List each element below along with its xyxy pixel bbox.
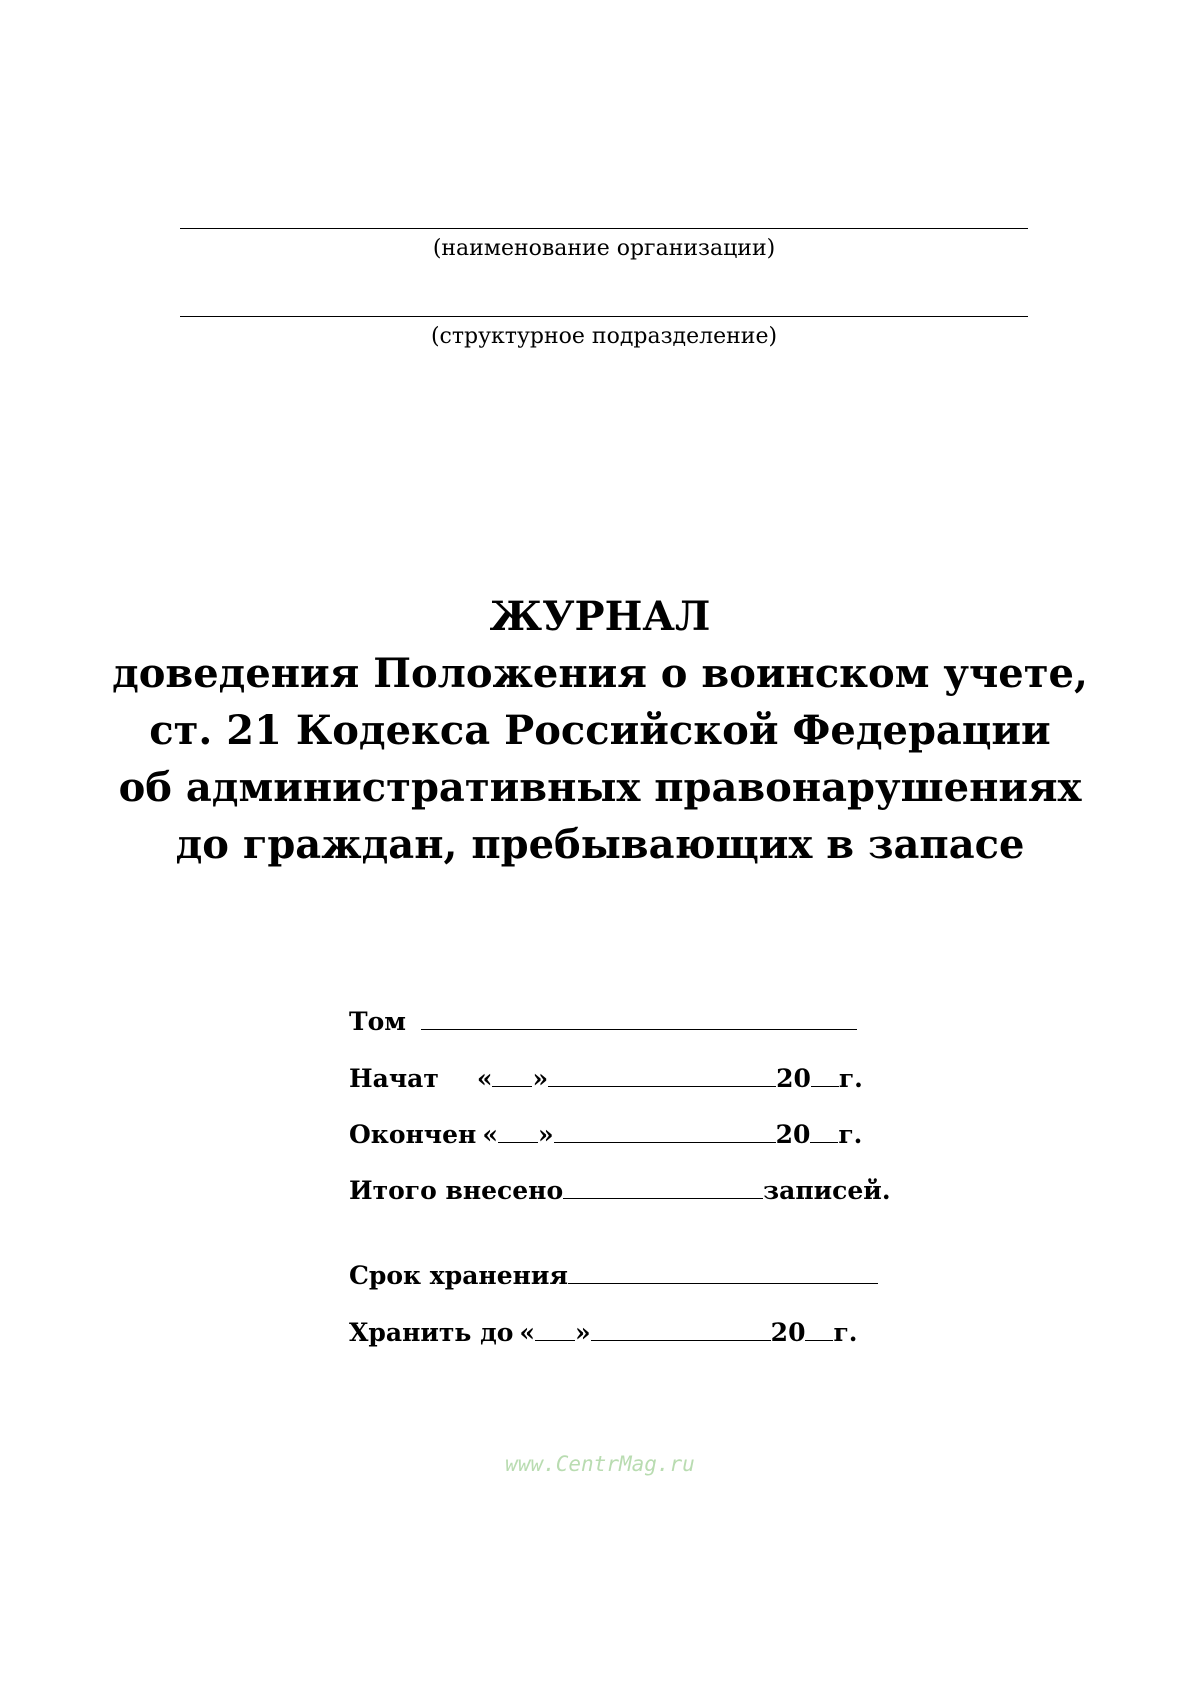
storage-label: Срок хранения (349, 1261, 568, 1290)
storage-period-row (349, 1261, 878, 1291)
started-month-blank (548, 1064, 776, 1087)
started-year-blank (811, 1064, 839, 1087)
organization-name-line (180, 228, 1028, 229)
total-records-row (349, 1176, 891, 1206)
started-day-blank (492, 1064, 532, 1087)
department-line (180, 316, 1028, 317)
ended-month-blank (554, 1120, 776, 1143)
journal-subtitle-line-3: об административных правонарушениях (118, 764, 1082, 811)
department-caption: (структурное подразделение) (430, 324, 778, 349)
volume-blank (421, 1007, 857, 1030)
ended-row (349, 1120, 862, 1150)
total-records-blank (563, 1176, 763, 1199)
ended-year-blank (810, 1120, 838, 1143)
keep-until-label: Хранить до (349, 1318, 514, 1347)
started-year-prefix: 20 (776, 1064, 811, 1093)
ended-year-suffix: г. (838, 1120, 863, 1149)
journal-title: ЖУРНАЛ (489, 593, 711, 640)
total-label: Итого внесено (349, 1176, 564, 1205)
ended-close-quote: » (537, 1120, 554, 1149)
started-close-quote: » (532, 1064, 549, 1093)
organization-name-caption: (наименование организации) (432, 236, 776, 261)
ended-year-prefix: 20 (775, 1120, 811, 1149)
watermark: www.CentrMag.ru (505, 1452, 695, 1476)
journal-subtitle-line-2: ст. 21 Кодекса Российской Федерации (149, 707, 1051, 754)
keep-until-year-prefix: 20 (770, 1318, 806, 1347)
ended-open-quote: « (482, 1120, 498, 1149)
keep-until-row (349, 1318, 858, 1348)
journal-subtitle-line-1: доведения Положения о воинском учете, (112, 650, 1088, 697)
storage-period-blank (568, 1261, 878, 1284)
keep-until-month-blank (591, 1318, 771, 1341)
keep-until-year-suffix: г. (833, 1318, 858, 1347)
keep-until-year-blank (805, 1318, 833, 1341)
journal-title-block (60, 588, 1140, 873)
started-year-suffix: г. (838, 1064, 863, 1093)
volume-row (349, 1007, 857, 1037)
ended-label: Окончен (349, 1120, 477, 1149)
keep-until-open-quote: « (519, 1318, 536, 1347)
ended-day-blank (498, 1120, 538, 1143)
started-open-quote: « (476, 1064, 493, 1093)
journal-subtitle-line-4: до граждан, пребывающих в запасе (175, 821, 1025, 868)
volume-label: Том (349, 1007, 406, 1036)
records-suffix: записей. (763, 1176, 891, 1205)
keep-until-day-blank (535, 1318, 575, 1341)
started-row (349, 1064, 863, 1094)
started-label: Начат (349, 1064, 439, 1093)
keep-until-close-quote: » (575, 1318, 591, 1347)
